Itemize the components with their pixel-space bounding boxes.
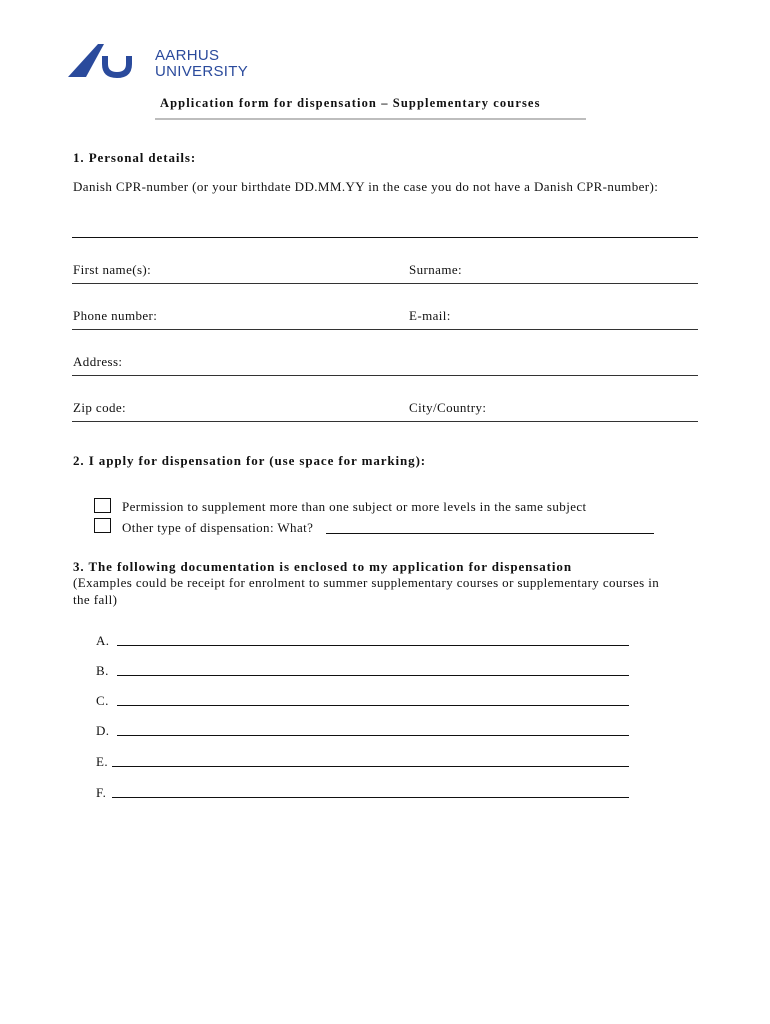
checkbox-other-type[interactable] bbox=[94, 518, 111, 533]
doc-item-d-line[interactable] bbox=[117, 735, 629, 736]
address-input-line[interactable] bbox=[72, 375, 698, 376]
section3-note: (Examples could be receipt for enrolment to summer supplementary courses or supplementary courses in the fall) bbox=[73, 575, 660, 607]
other-type-input-line[interactable] bbox=[326, 533, 654, 534]
doc-item-c-label: C. bbox=[96, 693, 109, 708]
doc-item-f-line[interactable] bbox=[112, 797, 629, 798]
doc-item-a-line[interactable] bbox=[117, 645, 629, 646]
doc-item-f-label: F. bbox=[96, 785, 107, 800]
option-other-type-label: Other type of dispensation: What? bbox=[122, 520, 314, 535]
zip-label: Zip code: bbox=[73, 400, 127, 415]
doc-item-d-label: D. bbox=[96, 723, 110, 738]
phone-email-input-line[interactable] bbox=[72, 329, 698, 330]
cpr-input-line[interactable] bbox=[72, 237, 698, 238]
section1-heading: 1. Personal details: bbox=[73, 150, 197, 165]
logo-line2: UNIVERSITY bbox=[155, 63, 249, 80]
doc-item-b-line[interactable] bbox=[117, 675, 629, 676]
checkbox-supplement-more[interactable] bbox=[94, 498, 111, 513]
doc-item-a-label: A. bbox=[96, 633, 110, 648]
section2-heading: 2. I apply for dispensation for (use space for marking): bbox=[73, 453, 427, 468]
logo bbox=[68, 44, 248, 84]
page-title: Application form for dispensation – Supplementary courses bbox=[160, 96, 541, 110]
title-rule bbox=[155, 118, 586, 120]
first-name-label: First name(s): bbox=[73, 262, 152, 277]
doc-item-c-line[interactable] bbox=[117, 705, 629, 706]
zip-city-input-line[interactable] bbox=[72, 421, 698, 422]
doc-item-b-label: B. bbox=[96, 663, 109, 678]
email-label: E-mail: bbox=[409, 308, 451, 323]
name-input-line[interactable] bbox=[72, 283, 698, 284]
phone-label: Phone number: bbox=[73, 308, 158, 323]
cpr-label: Danish CPR-number (or your birthdate DD.MM.YY in the case you do not have a Danish CPR-number): bbox=[73, 179, 659, 194]
aarhus-seal-icon bbox=[68, 44, 140, 80]
logo-line1: AARHUS bbox=[155, 47, 220, 64]
doc-item-e-line[interactable] bbox=[112, 766, 629, 767]
section3-heading: 3. The following documentation is enclosed to my application for dispensation bbox=[73, 559, 572, 574]
city-label: City/Country: bbox=[409, 400, 487, 415]
option-supplement-more-label: Permission to supplement more than one subject or more levels in the same subject bbox=[122, 499, 587, 514]
surname-label: Surname: bbox=[409, 262, 463, 277]
address-label: Address: bbox=[73, 354, 123, 369]
doc-item-e-label: E. bbox=[96, 754, 108, 769]
